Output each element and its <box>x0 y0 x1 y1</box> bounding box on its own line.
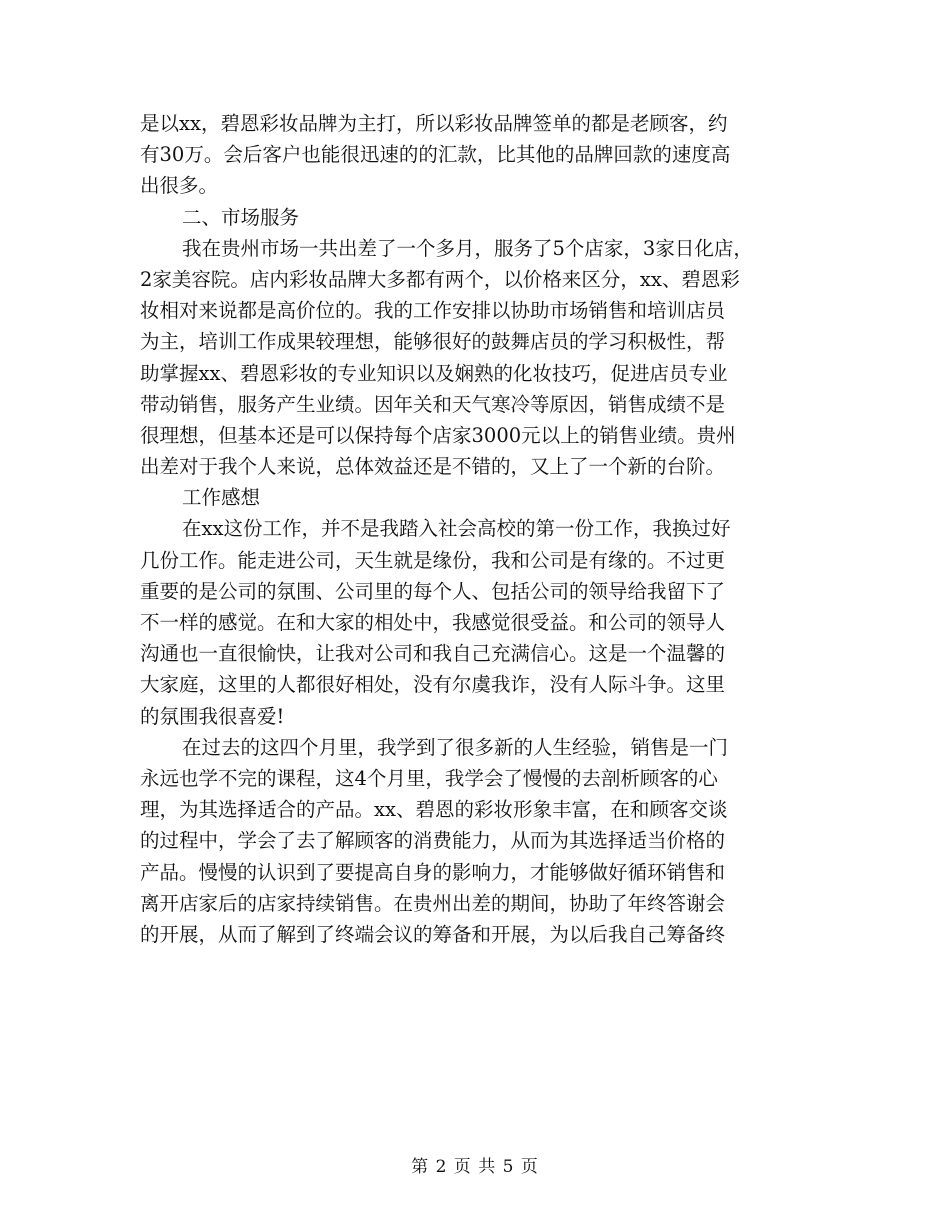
text-line: 出差对于我个人来说，总体效益还是不错的，又上了一个新的台阶。 <box>140 455 726 479</box>
text-line: 的过程中，学会了去了解顾客的消费能力，从而为其选择适当价格的 <box>140 829 726 853</box>
document-body <box>140 108 820 950</box>
text-line: 永远也学不完的课程，这4个月里，我学会了慢慢的去剖析顾客的心 <box>140 766 718 790</box>
text-line: 出很多。 <box>140 174 219 198</box>
text-line: 理，为其选择适合的产品。xx、碧恩的彩妆形象丰富，在和顾客交谈 <box>140 798 728 822</box>
text-line: 沟通也一直很愉快，让我对公司和我自己充满信心。这是一个温馨的 <box>140 642 726 666</box>
text-line: 工作感想 <box>182 486 261 510</box>
text-line: 不一样的感觉。在和大家的相处中，我感觉很受益。和公司的领导人 <box>140 611 726 634</box>
text-line: 很理想，但基本还是可以保持每个店家3000元以上的销售业绩。贵州 <box>140 423 736 447</box>
text-line: 有30万。会后客户也能很迅速的的汇款，比其他的品牌回款的速度高 <box>140 143 731 167</box>
text-line: 二、市场服务 <box>182 205 300 229</box>
text-line: 重要的是公司的氛围、公司里的每个人、包括公司的领导给我留下了 <box>140 579 726 603</box>
text-line: 我在贵州市场一共出差了一个多月，服务了5个店家，3家日化店， <box>182 236 753 260</box>
text-line: 带动销售，服务产生业绩。因年关和天气寒冷等原因，销售成绩不是 <box>140 392 726 416</box>
text-line: 的氛围我很喜爱! <box>140 704 285 728</box>
text-line: 为主，培训工作成果较理想，能够很好的鼓舞店员的学习积极性，帮 <box>140 330 726 354</box>
text-line: 在过去的这四个月里，我学到了很多新的人生经验，销售是一门 <box>182 735 729 759</box>
text-line: 2家美容院。店内彩妆品牌大多都有两个，以价格来区分，xx、碧恩彩 <box>140 267 740 291</box>
text-line: 大家庭，这里的人都很好相处，没有尔虞我诈，没有人际斗争。这里 <box>140 673 726 697</box>
text-line: 产品。慢慢的认识到了要提高自身的影响力，才能够做好循环销售和 <box>140 860 726 884</box>
text-line: 是以xx，碧恩彩妆品牌为主打，所以彩妆品牌签单的都是老顾客，约 <box>140 112 728 135</box>
text-line: 几份工作。能走进公司，天生就是缘份，我和公司是有缘的。不过更 <box>140 548 726 572</box>
text-line: 妆相对来说都是高价位的。我的工作安排以协助市场销售和培训店员 <box>140 299 726 323</box>
text-line: 助掌握xx、碧恩彩妆的专业知识以及娴熟的化妆技巧，促进店员专业 <box>140 361 728 385</box>
text-line: 离开店家后的店家持续销售。在贵州出差的期间，协助了年终答谢会 <box>140 891 726 915</box>
text-line: 在xx这份工作，并不是我踏入社会高校的第一份工作，我换过好 <box>182 517 731 541</box>
text-line: 的开展，从而了解到了终端会议的筹备和开展，为以后我自己筹备终 <box>140 922 726 946</box>
page-footer: 第 2 页 共 5 页 <box>411 1157 539 1177</box>
